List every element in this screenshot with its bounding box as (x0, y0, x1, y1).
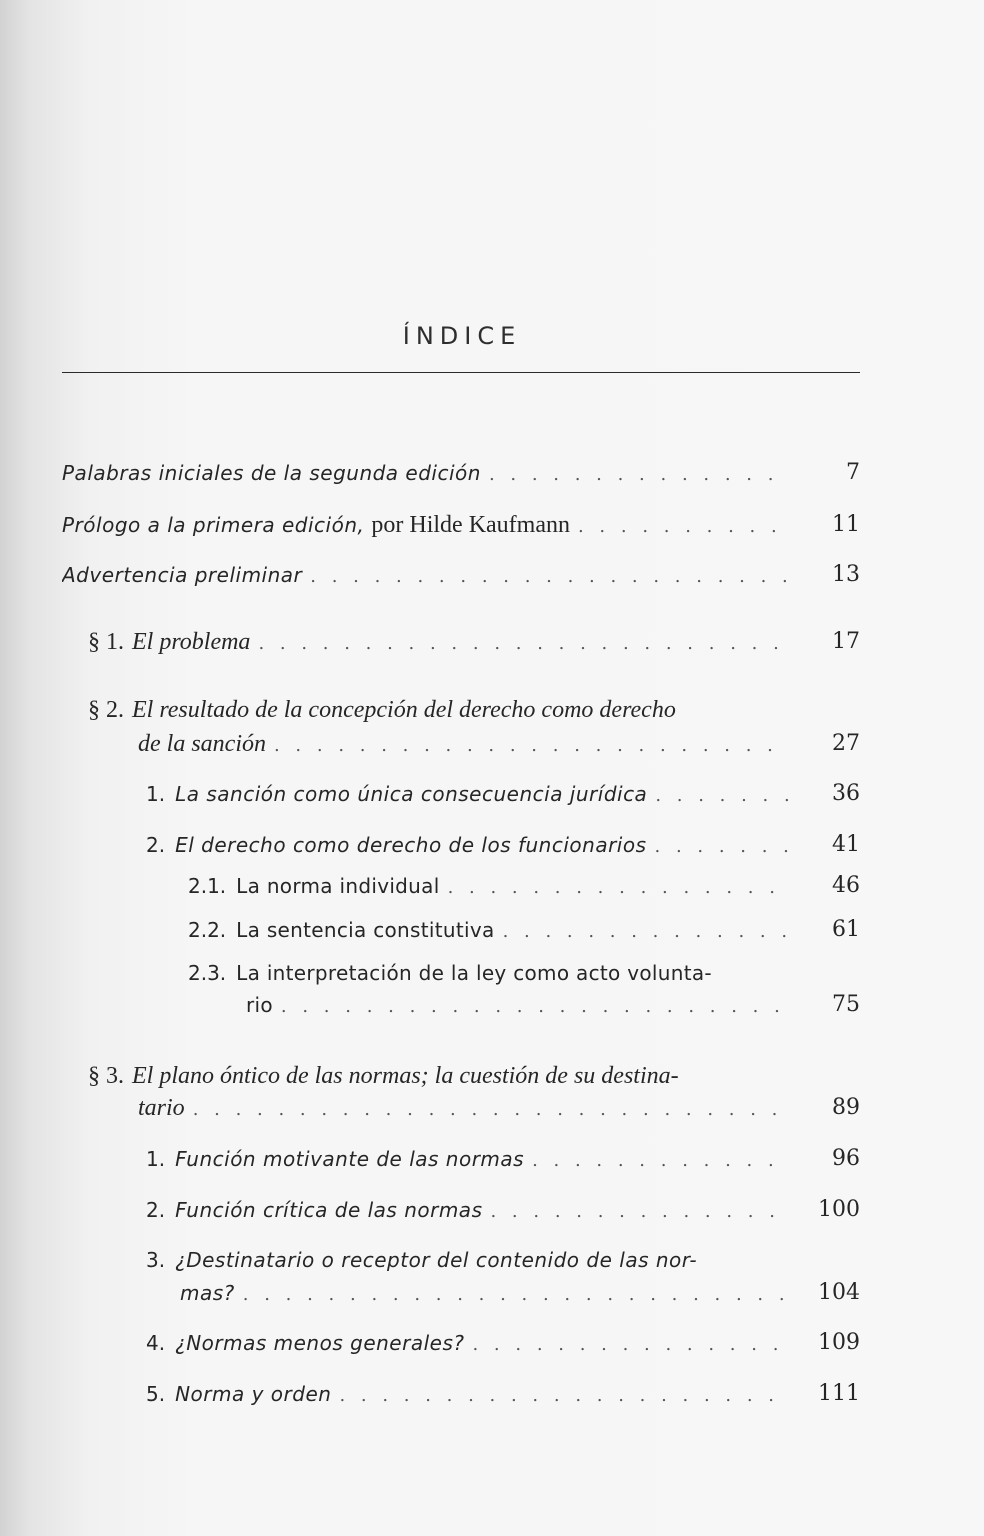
entry-title: La sentencia constitutiva (236, 918, 495, 942)
page-number: 104 (818, 1280, 860, 1305)
toc-entry-continuation[interactable] (246, 987, 790, 1023)
subentry-number: 2.3. (188, 961, 227, 985)
toc-subentry[interactable] (146, 827, 790, 863)
entry-title-line2: mas? (180, 1281, 235, 1305)
page-number: 89 (832, 1095, 860, 1120)
leader-dots (193, 1092, 790, 1126)
entry-title: La norma individual (236, 874, 440, 898)
toc-subsubentry[interactable] (188, 955, 828, 991)
leader-dots (243, 1277, 790, 1311)
subentry-number: 5. (146, 1382, 166, 1406)
entry-title-line1: El plano óntico de las normas; la cuestión de su destina- (132, 1063, 679, 1089)
toc-subentry[interactable] (146, 1376, 790, 1412)
section-number: § 2. (88, 697, 124, 723)
leader-dots (472, 1327, 790, 1361)
toc-subentry[interactable] (146, 1242, 828, 1278)
subentry-number: 2. (146, 1198, 166, 1222)
toc-subsubentry[interactable] (188, 868, 790, 904)
toc-entry-continuation[interactable] (138, 726, 790, 762)
entry-title: Función motivante de las normas (175, 1147, 525, 1171)
subentry-number: 2.1. (188, 874, 227, 898)
entry-title: El derecho como derecho de los funcionarios (175, 833, 647, 857)
subentry-number: 3. (146, 1248, 166, 1272)
entry-title-line2: tario (138, 1095, 185, 1121)
page-number: 111 (818, 1381, 860, 1406)
entry-title: Norma y orden (175, 1382, 332, 1406)
section-number: § 1. (88, 629, 124, 655)
entry-title: Palabras iniciales de la segunda edición (62, 461, 481, 485)
toc-subentry[interactable] (146, 1325, 790, 1361)
subentry-number: 2. (146, 833, 166, 857)
toc-entry-continuation[interactable] (138, 1090, 790, 1126)
entry-title-line2: rio (246, 993, 273, 1017)
page-title: ÍNDICE (402, 322, 522, 350)
leader-dots (489, 457, 790, 491)
entry-title: ¿Normas menos generales? (175, 1331, 465, 1355)
subentry-number: 4. (146, 1331, 166, 1355)
leader-dots (339, 1378, 790, 1412)
entry-title: Advertencia preliminar (62, 563, 303, 587)
entry-title-line1: La interpretación de la ley como acto volunta- (236, 961, 712, 985)
entry-title-line1: El resultado de la concepción del derecho como derecho (132, 697, 676, 723)
entry-title-line1: ¿Destinatario o receptor del contenido de las nor- (175, 1248, 698, 1272)
entry-title: La sanción como única consecuencia jurídica (175, 782, 648, 806)
subentry-number: 1. (146, 782, 166, 806)
page-number: 100 (818, 1197, 860, 1222)
leader-dots (490, 1194, 790, 1228)
title-divider (62, 372, 860, 373)
toc-subentry[interactable] (146, 1192, 790, 1228)
toc-entry[interactable] (62, 507, 790, 543)
leader-dots (532, 1143, 790, 1177)
page-number: 41 (832, 832, 860, 857)
toc-subsubentry[interactable] (188, 912, 790, 948)
toc-entry-continuation[interactable] (180, 1275, 790, 1311)
page-number: 17 (832, 629, 860, 654)
toc-subentry[interactable] (146, 1141, 790, 1177)
entry-title: El problema (132, 629, 251, 655)
page-number: 13 (832, 562, 860, 587)
entry-title: Prólogo a la primera edición, (62, 513, 365, 537)
toc-subentry[interactable] (146, 776, 790, 812)
toc-section-entry[interactable] (88, 692, 828, 728)
subentry-number: 2.2. (188, 918, 227, 942)
page-number: 109 (818, 1330, 860, 1355)
leader-dots (310, 559, 790, 593)
section-number: § 3. (88, 1063, 124, 1089)
page-number: 61 (832, 917, 860, 942)
leader-dots (655, 778, 790, 812)
toc-section-entry[interactable] (88, 624, 790, 660)
page-number: 36 (832, 781, 860, 806)
leader-dots (448, 870, 790, 904)
subentry-number: 1. (146, 1147, 166, 1171)
page-number: 11 (832, 512, 860, 537)
page-number: 75 (832, 992, 860, 1017)
entry-author: por Hilde Kaufmann (371, 512, 570, 538)
toc-section-entry[interactable] (88, 1058, 828, 1094)
toc-entry[interactable] (62, 557, 790, 593)
leader-dots (258, 626, 790, 660)
page-number: 7 (846, 460, 860, 485)
page-number: 46 (832, 873, 860, 898)
entry-title: Función crítica de las normas (175, 1198, 483, 1222)
page-number: 96 (832, 1146, 860, 1171)
leader-dots (281, 989, 790, 1023)
entry-title-line2: de la sanción (138, 731, 266, 757)
leader-dots (578, 509, 790, 543)
leader-dots (655, 829, 790, 863)
toc-entry[interactable] (62, 455, 790, 491)
leader-dots (503, 914, 790, 948)
page-number: 27 (832, 731, 860, 756)
leader-dots (274, 728, 790, 762)
